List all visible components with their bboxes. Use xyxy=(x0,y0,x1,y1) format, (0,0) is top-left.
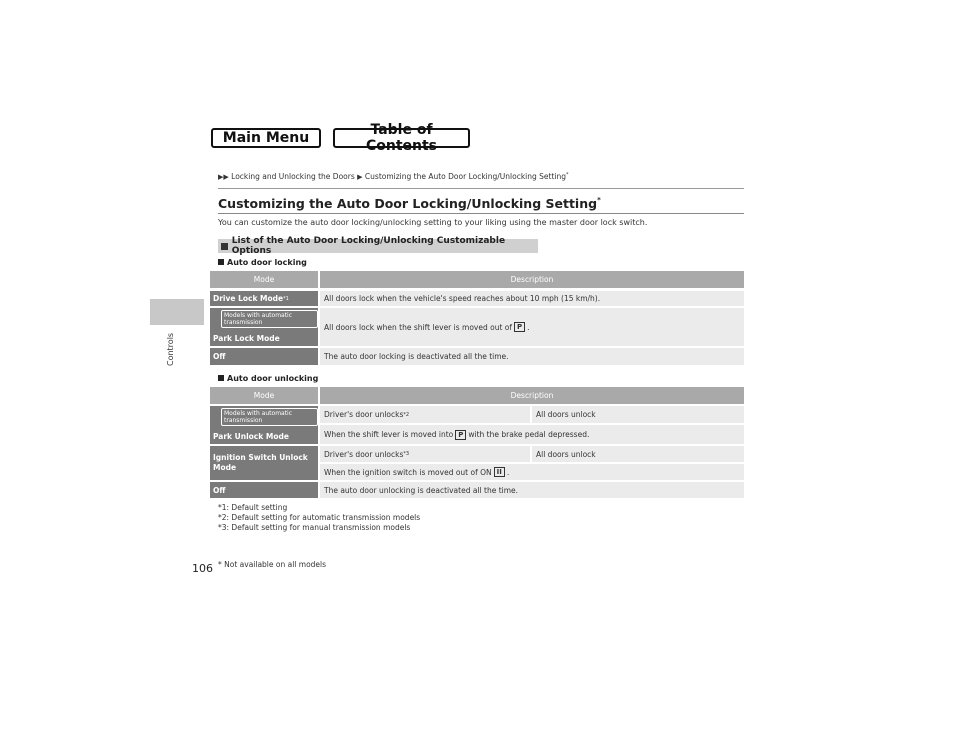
table-row-desc: The auto door unlocking is deactivated all the time. xyxy=(320,482,744,498)
locking-heading: Auto door locking xyxy=(218,258,307,267)
breadcrumb-arrow-icon: ▶ xyxy=(357,173,363,181)
unlocking-heading: Auto door unlocking xyxy=(218,374,318,383)
table-row-mode: Ignition Switch Unlock Mode xyxy=(210,446,318,480)
model-badge: Models with automatic transmission xyxy=(221,310,318,328)
square-bullet-icon xyxy=(218,259,224,265)
breadcrumb-arrow-icon: ▶▶ xyxy=(218,173,229,181)
table-row-mode: Models with automatic transmission Park Lock Mode xyxy=(210,308,318,346)
page-number: 106 xyxy=(192,562,213,575)
table-of-contents-button[interactable]: Table of Contents xyxy=(333,128,470,148)
table-row-desc: All doors unlock xyxy=(532,406,744,423)
table-row-desc: When the shift lever is moved into P with the brake pedal depressed. xyxy=(320,425,744,444)
table-row-desc: All doors lock when the vehicle's speed reaches about 10 mph (15 km/h). xyxy=(320,291,744,306)
table-row-desc: The auto door locking is deactivated all the time. xyxy=(320,348,744,365)
title-divider xyxy=(218,213,744,214)
shift-position-key: P xyxy=(514,322,525,332)
header-divider xyxy=(218,188,744,189)
availability-note: * Not available on all models xyxy=(218,560,327,569)
table-row-mode: Drive Lock Mode *1 xyxy=(210,291,318,306)
square-bullet-icon xyxy=(221,243,228,250)
model-badge: Models with automatic transmission xyxy=(221,408,318,426)
main-menu-button[interactable]: Main Menu xyxy=(211,128,321,148)
unlocking-mode-header: Mode xyxy=(210,387,318,404)
side-tab-label: Controls xyxy=(166,332,175,366)
footnote: *2: Default setting for automatic transmission models xyxy=(218,513,421,522)
table-row-desc: When the ignition switch is moved out of ON II . xyxy=(320,464,744,480)
side-tab-marker xyxy=(150,299,204,325)
table-row-desc: Driver's door unlocks *3 xyxy=(320,446,530,462)
footnote: *3: Default setting for manual transmission models xyxy=(218,523,411,532)
locking-desc-header: Description xyxy=(320,271,744,288)
breadcrumb-item-locking[interactable]: Locking and Unlocking the Doors xyxy=(231,172,355,181)
table-row-mode: Off xyxy=(210,348,318,365)
shift-position-key: P xyxy=(455,430,466,440)
breadcrumb-item-customizing: Customizing the Auto Door Locking/Unlocking Setting xyxy=(364,172,567,181)
footnote: *1: Default setting xyxy=(218,503,288,512)
square-bullet-icon xyxy=(218,375,224,381)
table-row-desc: All doors lock when the shift lever is moved out of P . xyxy=(320,308,744,346)
locking-mode-header: Mode xyxy=(210,271,318,288)
page-title: Customizing the Auto Door Locking/Unlocking Setting* xyxy=(218,196,601,211)
table-row-mode: Models with automatic transmission Park Unlock Mode xyxy=(210,406,318,444)
section-heading: List of the Auto Door Locking/Unlocking Customizable Options xyxy=(218,239,538,253)
table-row-mode: Off xyxy=(210,482,318,498)
breadcrumb: ▶▶ Locking and Unlocking the Doors ▶ Customizing the Auto Door Locking/Unlocking Setting* xyxy=(218,172,569,181)
table-row-desc: All doors unlock xyxy=(532,446,744,462)
intro-text: You can customize the auto door locking/unlocking setting to your liking using the master door lock switch. xyxy=(218,218,648,227)
table-row-desc: Driver's door unlocks *2 xyxy=(320,406,530,423)
unlocking-desc-header: Description xyxy=(320,387,744,404)
ignition-position-key: II xyxy=(494,467,505,477)
